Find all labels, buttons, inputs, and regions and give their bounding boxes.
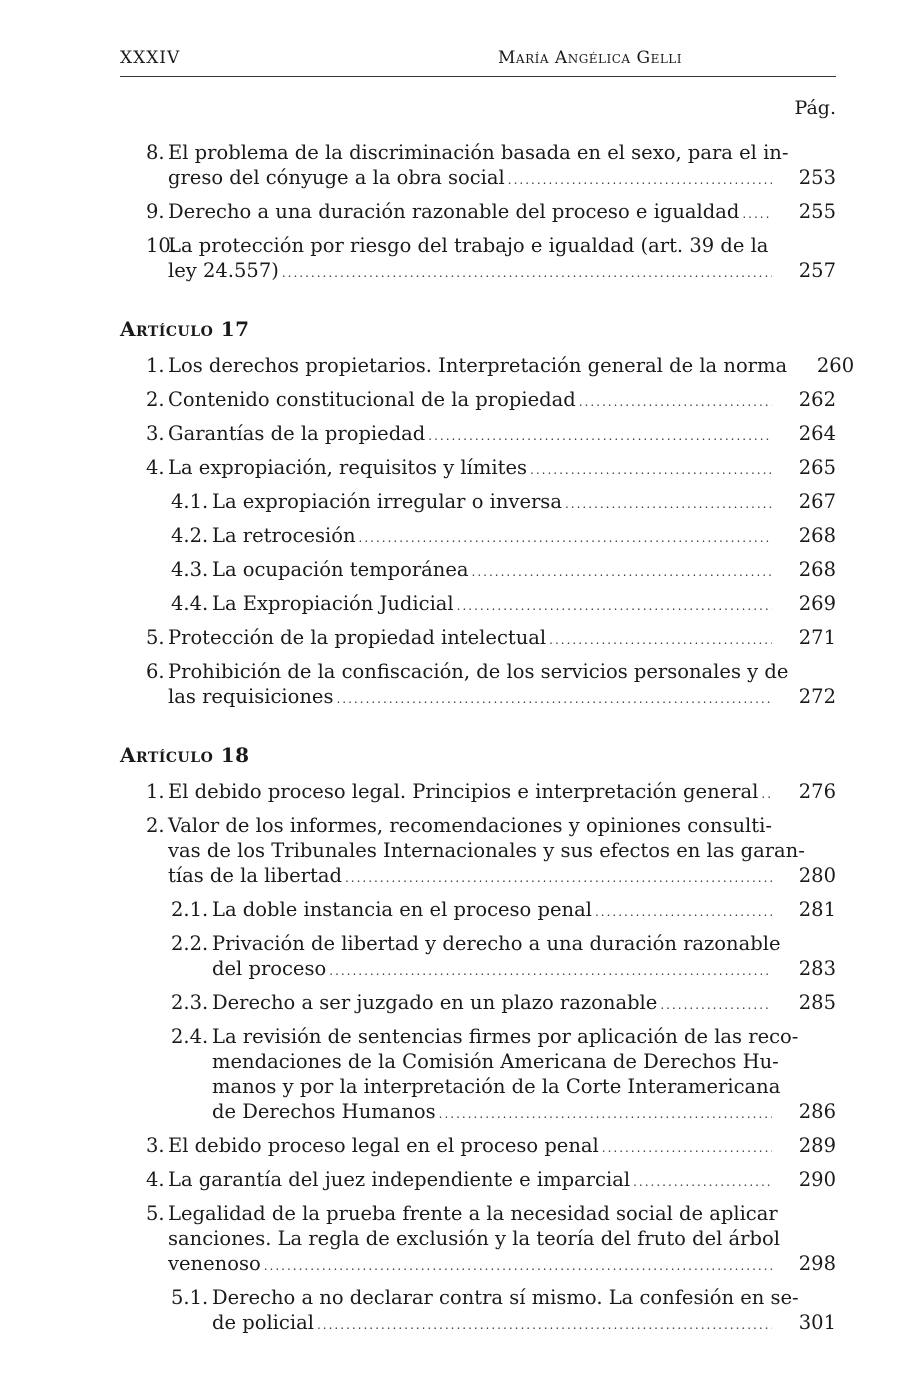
dot-leader [742,208,772,220]
dot-leader [457,600,772,612]
toc-page-number: 280 [798,864,836,887]
toc-entry-final-line [120,421,836,446]
toc-entry-number: 6. [146,660,165,683]
toc-entry-title: Protección de la propiedad intelectual [168,626,547,649]
article-18-heading: Artículo 18 [120,743,250,767]
dot-leader [508,174,772,186]
dot-leader [549,634,772,646]
dot-leader [761,788,772,800]
toc-page-number: 268 [798,558,836,581]
dot-leader [317,1319,772,1331]
dot-leader [565,498,772,510]
toc-entry-text-line: La protección por riesgo del trabajo e igualdad (art. 39 de la [168,234,769,257]
toc-entry-number: 8. [146,141,165,164]
toc-entry-number: 4. [146,1168,165,1191]
toc-entry-text-line: mendaciones de la Comisión Americana de Derechos Hu- [212,1050,779,1073]
toc-entry-title: tías de la libertad [168,864,342,887]
toc-entry-title: La garantía del juez independiente e imparcial [168,1168,631,1191]
toc-page-number: 286 [798,1100,836,1123]
toc-entry-final-line [120,591,836,616]
toc-page-number: 255 [798,200,836,223]
toc-page-number: 253 [798,166,836,189]
toc-entry-final-line [120,779,836,804]
toc-page-number: 271 [798,626,836,649]
toc-page-number: 262 [798,388,836,411]
toc-entry-title: La Expropiación Judicial [212,592,454,615]
dot-leader [579,396,772,408]
toc-entry-final-line [120,523,836,548]
toc-entry-text-line: El problema de la discriminación basada en el sexo, para el in- [168,141,789,164]
dot-leader [530,464,772,476]
toc-page-number: 281 [798,898,836,921]
toc-entry-number: 4. [146,456,165,479]
toc-entry-text-line: Derecho a no declarar contra sí mismo. La confesión en se- [212,1286,799,1309]
toc-entry-title: Derecho a ser juzgado en un plazo razonable [212,991,658,1014]
toc-entry [120,140,836,190]
toc-entry-number: 3. [146,1134,165,1157]
toc-entry-title: venenoso [168,1252,261,1275]
dot-leader [439,1108,772,1120]
toc-entry-final-line [120,258,836,283]
toc-entry [120,625,836,650]
dot-leader [359,532,772,544]
toc-entry [120,387,836,412]
toc-entry [120,421,836,446]
toc-entry [120,489,836,514]
dot-leader [595,906,772,918]
toc-entry-final-line [120,990,836,1015]
toc-entry-number: 4.2. [171,524,209,547]
toc-entry-title: Garantías de la propiedad [168,422,426,445]
page-column-label: Pág. [794,97,836,119]
table-of-contents [120,140,855,1344]
toc-entry-number: 9. [146,200,165,223]
toc-entry-title: de policial [212,1311,314,1334]
toc-entry-title: La expropiación irregular o inversa [212,490,562,513]
toc-entry-final-line [120,1099,836,1124]
toc-entry [120,1201,836,1276]
toc-entry-final-line [120,1251,836,1276]
toc-page-number: 289 [798,1134,836,1157]
running-author: María Angélica Gelli [498,48,683,68]
toc-page-number: 260 [816,354,855,377]
toc-entry-final-line [120,956,836,981]
toc-entry-final-line [120,557,836,582]
running-header [120,48,836,77]
toc-page-number: 269 [798,592,836,615]
toc-entry-title: El debido proceso legal en el proceso penal [168,1134,599,1157]
toc-entry-title: Derecho a una duración razonable del proceso e igualdad [168,200,740,223]
toc-page-number: 267 [798,490,836,513]
toc-entry-number: 2. [146,388,165,411]
toc-entry-final-line [120,863,836,888]
toc-page-number: 301 [798,1311,836,1334]
toc-entry-title: greso del cónyuge a la obra social [168,166,505,189]
toc-entry [120,557,836,582]
toc-entry [120,813,836,888]
toc-page-number: 257 [798,259,836,282]
toc-page-number: 272 [798,685,836,708]
toc-entry-final-line [120,625,836,650]
toc-entry-title: del proceso [212,957,327,980]
toc-entry-number: 5.1. [171,1286,209,1309]
toc-entry-number: 2.1. [171,898,209,921]
toc-entry-text-line: Legalidad de la prueba frente a la necesidad social de aplicar [168,1202,778,1225]
toc-page-number: 290 [798,1168,836,1191]
toc-entry [120,199,836,224]
toc-entry-text-line: Privación de libertad y derecho a una duración razonable [212,932,781,955]
toc-entry-final-line [120,353,855,378]
toc-entry-final-line [120,897,836,922]
dot-leader [345,872,772,884]
toc-page-number: 298 [798,1252,836,1275]
toc-entry [120,233,836,283]
dot-leader [660,999,772,1011]
toc-entry [120,1167,836,1192]
dot-leader [633,1176,772,1188]
toc-entry-text-line: vas de los Tribunales Internacionales y sus efectos en las garan- [168,839,805,862]
toc-entry [120,1024,836,1124]
toc-page-number: 268 [798,524,836,547]
toc-entry-text-line: Prohibición de la confiscación, de los servicios personales y de [168,660,789,683]
toc-entry-text-line: manos y por la interpretación de la Corte Interamericana [212,1075,781,1098]
toc-entry-final-line [120,1167,836,1192]
toc-entry-title: La ocupación temporánea [212,558,469,581]
toc-entry-title: ley 24.557) [168,259,279,282]
dot-leader [329,965,772,977]
dot-leader [264,1260,772,1272]
toc-entry-number: 4.1. [171,490,209,513]
toc-section-continued [120,140,836,283]
toc-entry-number: 4.4. [171,592,209,615]
toc-entry [120,1285,836,1335]
toc-entry-final-line [120,199,836,224]
toc-entry-number: 5. [146,1202,165,1225]
toc-entry-number: 2.2. [171,932,209,955]
toc-entry-final-line [120,387,836,412]
toc-page-number: 264 [798,422,836,445]
toc-entry-final-line [120,455,836,480]
toc-entry-text-line: sanciones. La regla de exclusión y la teoría del fruto del árbol [168,1227,780,1250]
toc-entry-title: Contenido constitucional de la propiedad [168,388,576,411]
toc-entry [120,779,836,804]
dot-leader [336,693,772,705]
toc-entry [120,455,836,480]
toc-entry-title: Los derechos propietarios. Interpretación general de la norma [168,354,788,377]
dot-leader [282,267,772,279]
page-folio: XXXIV [120,48,181,68]
toc-entry-number: 5. [146,626,165,649]
toc-page-number: 265 [798,456,836,479]
toc-entry-number: 2.3. [171,991,209,1014]
toc-entry [120,897,836,922]
toc-entry-number: 10. [146,234,178,257]
dot-leader [602,1142,772,1154]
toc-page-number: 276 [798,780,836,803]
toc-entry [120,523,836,548]
toc-entry-title: La expropiación, requisitos y límites [168,456,528,479]
toc-section-article-18 [120,779,836,1335]
toc-page-number: 283 [798,957,836,980]
toc-entry [120,659,836,709]
toc-entry-final-line [120,489,836,514]
toc-entry-title: La doble instancia en el proceso penal [212,898,592,921]
toc-entry-title: de Derechos Humanos [212,1100,436,1123]
toc-entry-number: 4.3. [171,558,209,581]
toc-page-number: 285 [798,991,836,1014]
toc-entry [120,931,836,981]
article-17-heading: Artículo 17 [120,317,250,341]
dot-leader [472,566,772,578]
toc-section-article-17 [120,353,855,709]
toc-entry-final-line [120,1310,836,1335]
toc-entry [120,353,855,378]
toc-entry-title: las requisiciones [168,685,334,708]
toc-entry-number: 1. [146,354,165,377]
toc-entry [120,1133,836,1158]
toc-entry [120,591,836,616]
toc-entry-final-line [120,1133,836,1158]
toc-entry-number: 2. [146,814,165,837]
toc-entry-title: La retrocesión [212,524,356,547]
dot-leader [428,430,772,442]
toc-entry-final-line [120,165,836,190]
toc-entry-text-line: Valor de los informes, recomendaciones y opiniones consulti- [168,814,772,837]
toc-entry-number: 1. [146,780,165,803]
toc-entry-number: 3. [146,422,165,445]
toc-entry-number: 2.4. [171,1025,209,1048]
toc-entry-title: El debido proceso legal. Principios e interpretación general [168,780,759,803]
toc-entry-text-line: La revisión de sentencias firmes por aplicación de las reco- [212,1025,799,1048]
toc-entry [120,990,836,1015]
toc-entry-final-line [120,684,836,709]
